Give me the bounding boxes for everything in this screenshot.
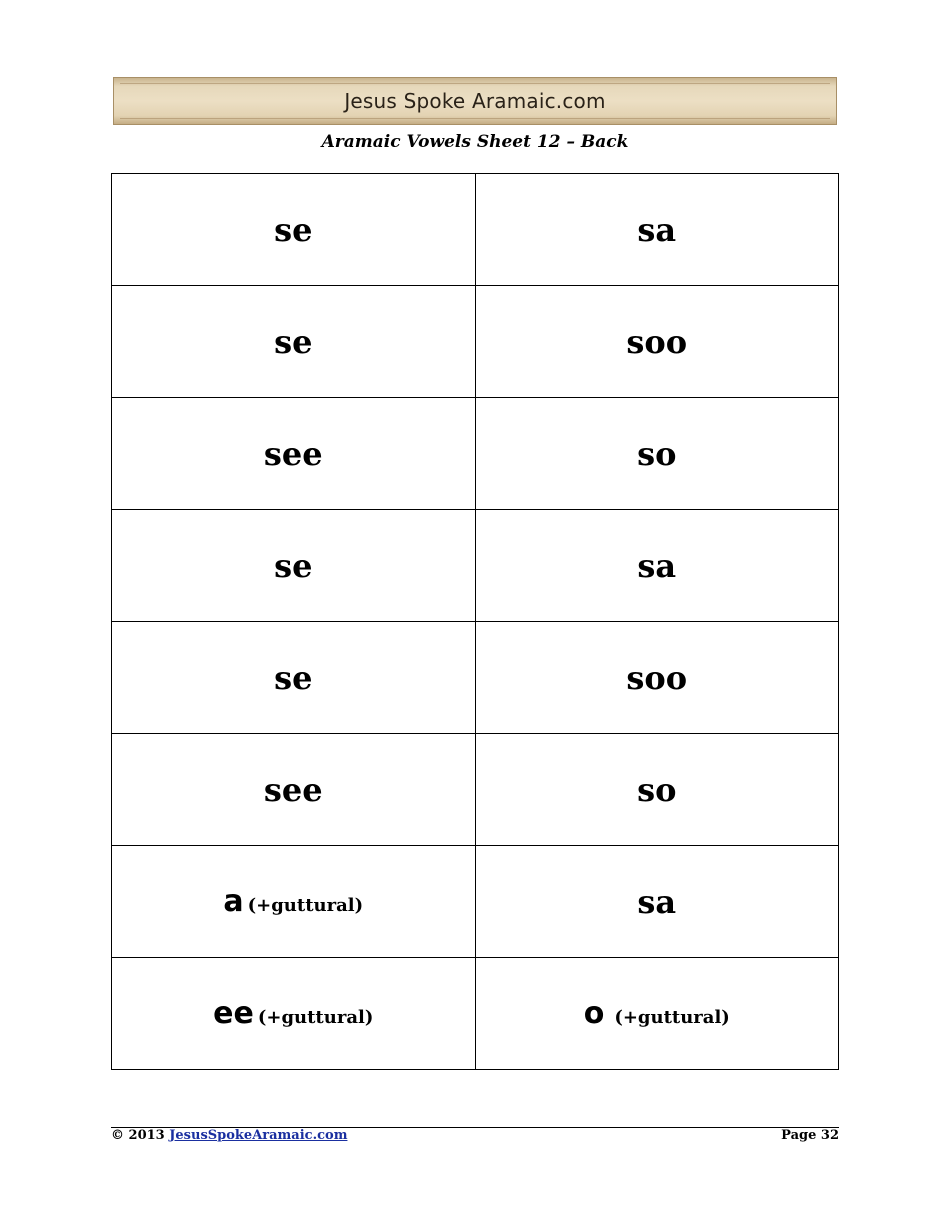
card-text: se: [274, 546, 313, 585]
flashcard: [112, 622, 476, 734]
card-vowel: ee: [213, 996, 254, 1031]
flashcard: [475, 734, 839, 846]
copyright-text: © 2013: [111, 1128, 165, 1143]
sheet-title: Aramaic Vowels Sheet 12 – Back: [321, 132, 629, 152]
flashcard: [475, 846, 839, 958]
flashcard: [475, 958, 839, 1070]
card-note: (+guttural): [247, 895, 364, 916]
flashcard: [475, 174, 839, 286]
flashcard: [112, 174, 476, 286]
flashcard: [112, 286, 476, 398]
card-row: [112, 622, 839, 734]
card-text: se: [274, 658, 313, 697]
flashcard: [475, 622, 839, 734]
page-footer: [111, 1128, 839, 1143]
card-vowel: o: [583, 996, 605, 1031]
site-link[interactable]: JesusSpokeAramaic.com: [169, 1128, 348, 1143]
card-text: so: [637, 770, 677, 809]
flashcard: [475, 286, 839, 398]
flashcard: [112, 846, 476, 958]
card-text: see: [263, 434, 323, 473]
card-text: sa: [637, 210, 677, 249]
footer-copyright-block: [111, 1128, 347, 1143]
card-row: [112, 734, 839, 846]
card-row: [112, 174, 839, 286]
banner-title: Jesus Spoke Aramaic.com: [344, 89, 606, 113]
flashcard: [112, 958, 476, 1070]
flashcard: [112, 398, 476, 510]
card-text: so: [637, 434, 677, 473]
site-banner: [113, 77, 837, 125]
page-number: Page 32: [781, 1128, 839, 1143]
flashcard: [475, 510, 839, 622]
card-row: [112, 510, 839, 622]
card-text: se: [274, 322, 313, 361]
card-row: [112, 846, 839, 958]
card-row: [112, 398, 839, 510]
flashcard: [475, 398, 839, 510]
card-text: see: [263, 770, 323, 809]
card-row: [112, 286, 839, 398]
flashcard: [112, 510, 476, 622]
flashcard-grid: [111, 173, 839, 1070]
card-vowel: a: [223, 884, 244, 919]
card-text: sa: [637, 882, 677, 921]
card-text: soo: [626, 322, 688, 361]
card-text: sa: [637, 546, 677, 585]
card-note: (+guttural): [614, 1007, 730, 1028]
card-note: (+guttural): [257, 1007, 374, 1028]
card-row: [112, 958, 839, 1070]
flashcard: [112, 734, 476, 846]
card-text: soo: [626, 658, 688, 697]
card-text: se: [274, 210, 313, 249]
